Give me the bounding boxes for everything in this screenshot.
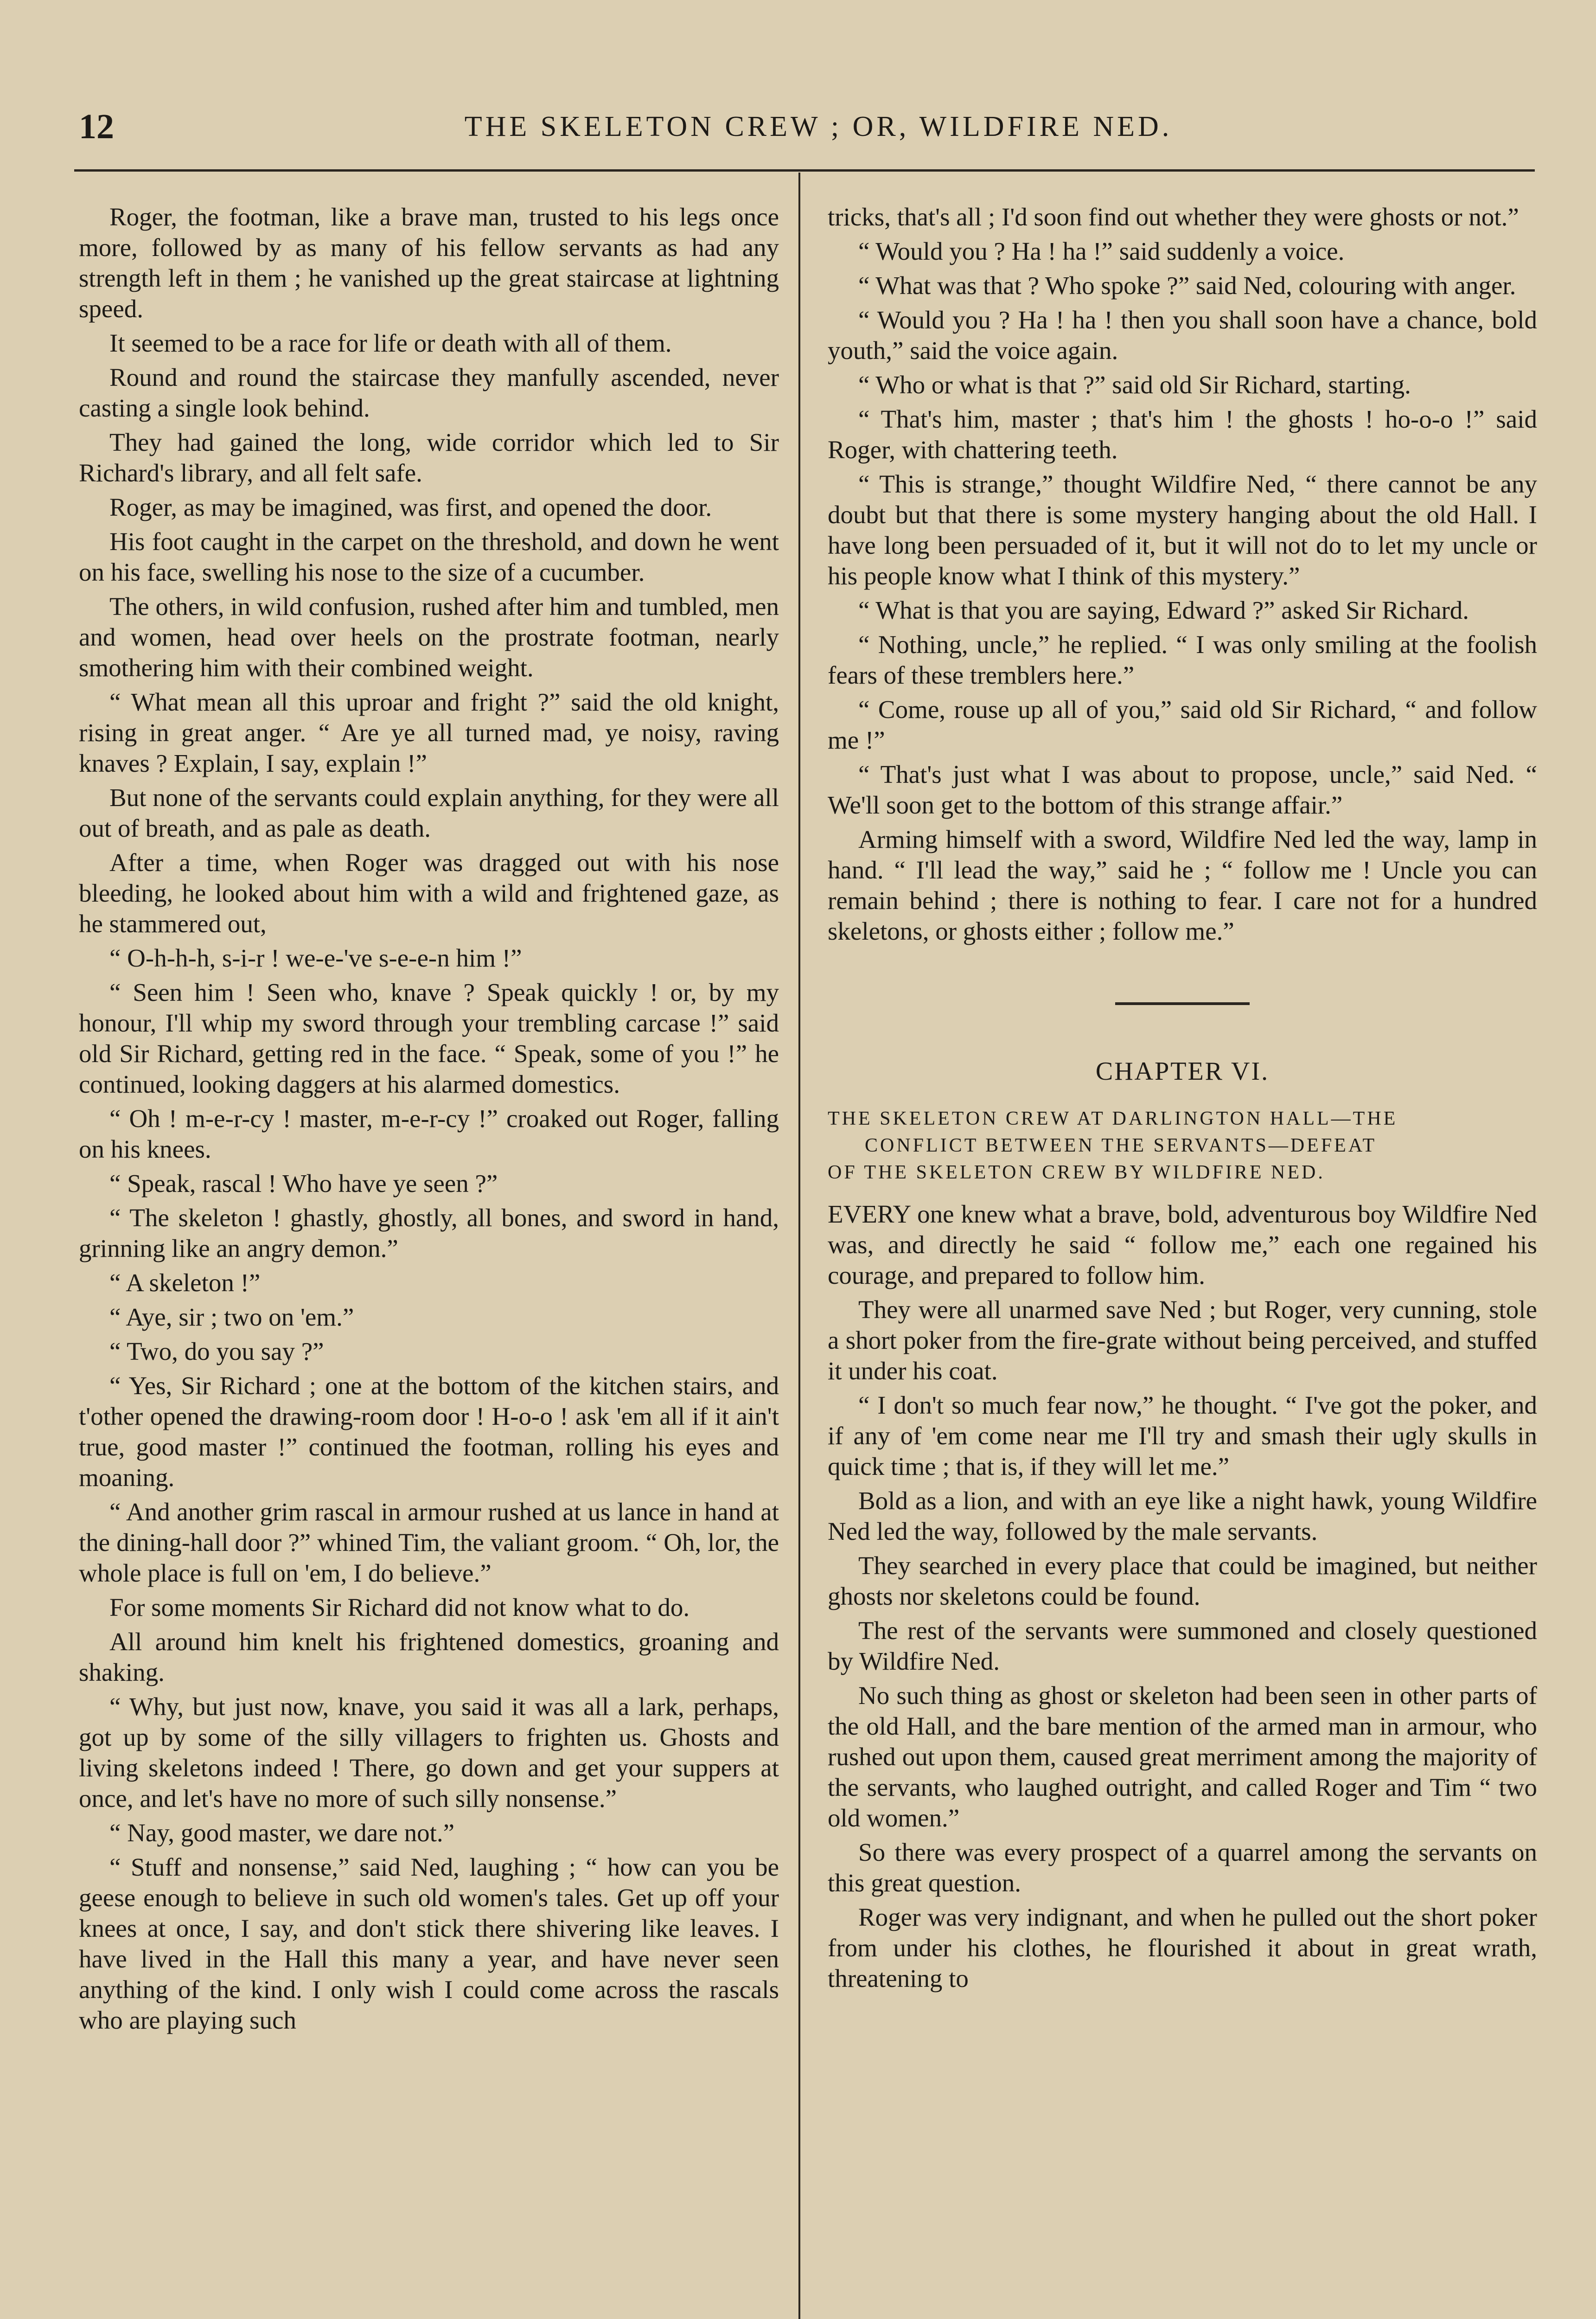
page-number: 12 bbox=[79, 107, 114, 146]
paragraph: For some moments Sir Richard did not know what to do. bbox=[109, 1593, 690, 1621]
paragraph: “ Would you ? Ha ! ha ! then you shall soon have a chance, bold youth,” said the voice again. bbox=[828, 306, 1537, 365]
paragraph: “ What mean all this uproar and fright ?” said the old knight, rising in great anger. “ Are ye all turned mad, ye noisy, raving knaves ? Explain, I say, explain !” bbox=[79, 688, 779, 777]
paragraph: They had gained the long, wide corridor which led to Sir Richard's library, and all felt safe. bbox=[79, 428, 779, 487]
paragraph: The rest of the servants were summoned and closely questioned by Wildfire Ned. bbox=[828, 1616, 1537, 1675]
paragraph: It seemed to be a race for life or death with all of them. bbox=[109, 329, 672, 357]
chapter-subtitle-line: CONFLICT BETWEEN THE SERVANTS—DEFEAT bbox=[865, 1135, 1377, 1156]
paragraph: Bold as a lion, and with an eye like a night hawk, young Wildfire Ned led the way, followed by the male servants. bbox=[828, 1486, 1537, 1545]
column-divider bbox=[798, 173, 800, 2319]
paragraph: “ That's him, master ; that's him ! the ghosts ! ho-o-o !” said Roger, with chattering teeth. bbox=[828, 405, 1537, 464]
paragraph: “ Two, do you say ?” bbox=[109, 1337, 324, 1365]
paragraph: “ A skeleton !” bbox=[109, 1268, 261, 1297]
paragraph: “ And another grim rascal in armour rushed at us lance in hand at the dining-hall door ?” whined Tim, the valiant groom. “ Oh, lor, the whole place is full on 'em, I do believe.” bbox=[79, 1498, 779, 1587]
paragraph: No such thing as ghost or skeleton had been seen in other parts of the old Hall, and the bare mention of the armed man in armour, who rushed out upon them, caused great merriment among the majority of the servants, who laughed outright, and called Roger and Tim “ two old women.” bbox=[828, 1681, 1537, 1832]
paragraph: tricks, that's all ; I'd soon find out whether they were ghosts or not.” bbox=[828, 203, 1519, 231]
paragraph: Roger was very indignant, and when he pulled out the short poker from under his clothes, he flourished it about in great wrath, threatening to bbox=[828, 1903, 1537, 1992]
paragraph: “ The skeleton ! ghastly, ghostly, all bones, and sword in hand, grinning like an angry demon.” bbox=[79, 1204, 779, 1262]
paragraph: “ Stuff and nonsense,” said Ned, laughing ; “ how can you be geese enough to believe in such old women's tales. Get up off your knees at once, I say, and don't stick there shivering like leaves. I have lived in the Hall this many a year, and have never seen anything of the kind. I only wish I could come across the rascals who are playing such bbox=[79, 1853, 779, 2034]
running-title: THE SKELETON CREW ; OR, WILDFIRE NED. bbox=[464, 111, 1173, 142]
section-rule bbox=[1115, 1002, 1250, 1005]
chapter-subtitle-line: OF THE SKELETON CREW BY WILDFIRE NED. bbox=[828, 1162, 1325, 1183]
paragraph: The others, in wild confusion, rushed after him and tumbled, men and women, head over heels on the prostrate footman, nearly smothering him with their combined weight. bbox=[79, 592, 779, 682]
paragraph: EVERY one knew what a brave, bold, adventurous boy Wildfire Ned was, and directly he said “ follow me,” each one regained his courage, and prepared to follow him. bbox=[828, 1200, 1537, 1289]
page-header bbox=[79, 107, 1530, 158]
paragraph: “ What was that ? Who spoke ?” said Ned, colouring with anger. bbox=[858, 271, 1516, 300]
paragraph: “ Why, but just now, knave, you said it was all a lark, perhaps, got up by some of the silly villagers to frighten us. Ghosts and living skeletons indeed ! There, go down and get your suppers at once, and let's have no more of such silly nonsense.” bbox=[79, 1692, 779, 1813]
paragraph: “ Would you ? Ha ! ha !” said suddenly a voice. bbox=[858, 237, 1345, 265]
paragraph: “ Seen him ! Seen who, knave ? Speak quickly ! or, by my honour, I'll whip my sword through your trembling carcase !” said old Sir Richard, getting red in the face. “ Speak, some of you !” he continued, looking daggers at his alarmed domestics. bbox=[79, 978, 779, 1098]
paragraph: But none of the servants could explain anything, for they were all out of breath, and as pale as death. bbox=[79, 783, 779, 842]
paragraph: All around him knelt his frightened domestics, groaning and shaking. bbox=[79, 1627, 779, 1686]
paragraph: “ Yes, Sir Richard ; one at the bottom of the kitchen stairs, and t'other opened the drawing-room door ! H-o-o ! ask 'em all if it ain't true, good master !” continued the footman, rolling his eyes and moaning. bbox=[79, 1371, 779, 1492]
paragraph: “ I don't so much fear now,” he thought. “ I've got the poker, and if any of 'em come near me I'll try and smash their ugly skulls in quick time ; that is, if they will let me.” bbox=[828, 1391, 1537, 1480]
paragraph: After a time, when Roger was dragged out with his nose bleeding, he looked about him with a wild and frightened gaze, as he stammered out, bbox=[79, 848, 779, 938]
paragraph: “ Nay, good master, we dare not.” bbox=[109, 1819, 455, 1847]
paragraph: They were all unarmed save Ned ; but Roger, very cunning, stole a short poker from the fire-grate without being perceived, and stuffed it under his coat. bbox=[828, 1295, 1537, 1385]
paragraph: “ Come, rouse up all of you,” said old Sir Richard, “ and follow me !” bbox=[828, 695, 1537, 754]
chapter-subtitle bbox=[828, 1105, 1537, 1186]
paragraph: “ What is that you are saying, Edward ?” asked Sir Richard. bbox=[858, 596, 1469, 624]
paragraph: Arming himself with a sword, Wildfire Ned led the way, lamp in hand. “ I'll lead the way,” said he ; “ follow me ! Uncle you can remain behind ; there is nothing to fear. I care not for a hundred skeletons, or ghosts either ; follow me.” bbox=[828, 825, 1537, 945]
paragraph: “ Aye, sir ; two on 'em.” bbox=[109, 1303, 354, 1331]
paragraph: His foot caught in the carpet on the threshold, and down he went on his face, swelling his nose to the size of a cucumber. bbox=[79, 527, 779, 586]
right-column bbox=[828, 202, 1537, 2319]
chapter-subtitle-line: THE SKELETON CREW AT DARLINGTON HALL—THE bbox=[828, 1108, 1398, 1129]
paragraph: “ This is strange,” thought Wildfire Ned, “ there cannot be any doubt but that there is some mystery hanging about the old Hall. I have long been persuaded of it, but it will not do to let my uncle or his people know what I think of this mystery.” bbox=[828, 470, 1537, 590]
paragraph: So there was every prospect of a quarrel among the servants on this great question. bbox=[828, 1838, 1537, 1897]
paragraph: Roger, as may be imagined, was first, and opened the door. bbox=[109, 493, 712, 521]
chapter-heading: CHAPTER VI. bbox=[1095, 1057, 1270, 1086]
paragraph: They searched in every place that could be imagined, but neither ghosts nor skeletons could be found. bbox=[828, 1551, 1537, 1610]
header-rule bbox=[74, 169, 1535, 172]
paragraph: “ O-h-h-h, s-i-r ! we-e-'ve s-e-e-n him !” bbox=[109, 944, 522, 972]
left-column bbox=[79, 202, 779, 2319]
paragraph: “ Speak, rascal ! Who have ye seen ?” bbox=[109, 1169, 498, 1198]
paragraph: Roger, the footman, like a brave man, trusted to his legs once more, followed by as many of his fellow servants as had any strength left in them ; he vanished up the great staircase at lightning speed. bbox=[79, 203, 779, 323]
paragraph: Round and round the staircase they manfully ascended, never casting a single look behind. bbox=[79, 363, 779, 422]
paragraph: “ That's just what I was about to propose, uncle,” said Ned. “ We'll soon get to the bottom of this strange affair.” bbox=[828, 760, 1537, 819]
paragraph: “ Who or what is that ?” said old Sir Richard, starting. bbox=[858, 371, 1411, 399]
paragraph: “ Nothing, uncle,” he replied. “ I was only smiling at the foolish fears of these tremblers here.” bbox=[828, 630, 1537, 689]
paragraph: “ Oh ! m-e-r-cy ! master, m-e-r-cy !” croaked out Roger, falling on his knees. bbox=[79, 1104, 779, 1163]
